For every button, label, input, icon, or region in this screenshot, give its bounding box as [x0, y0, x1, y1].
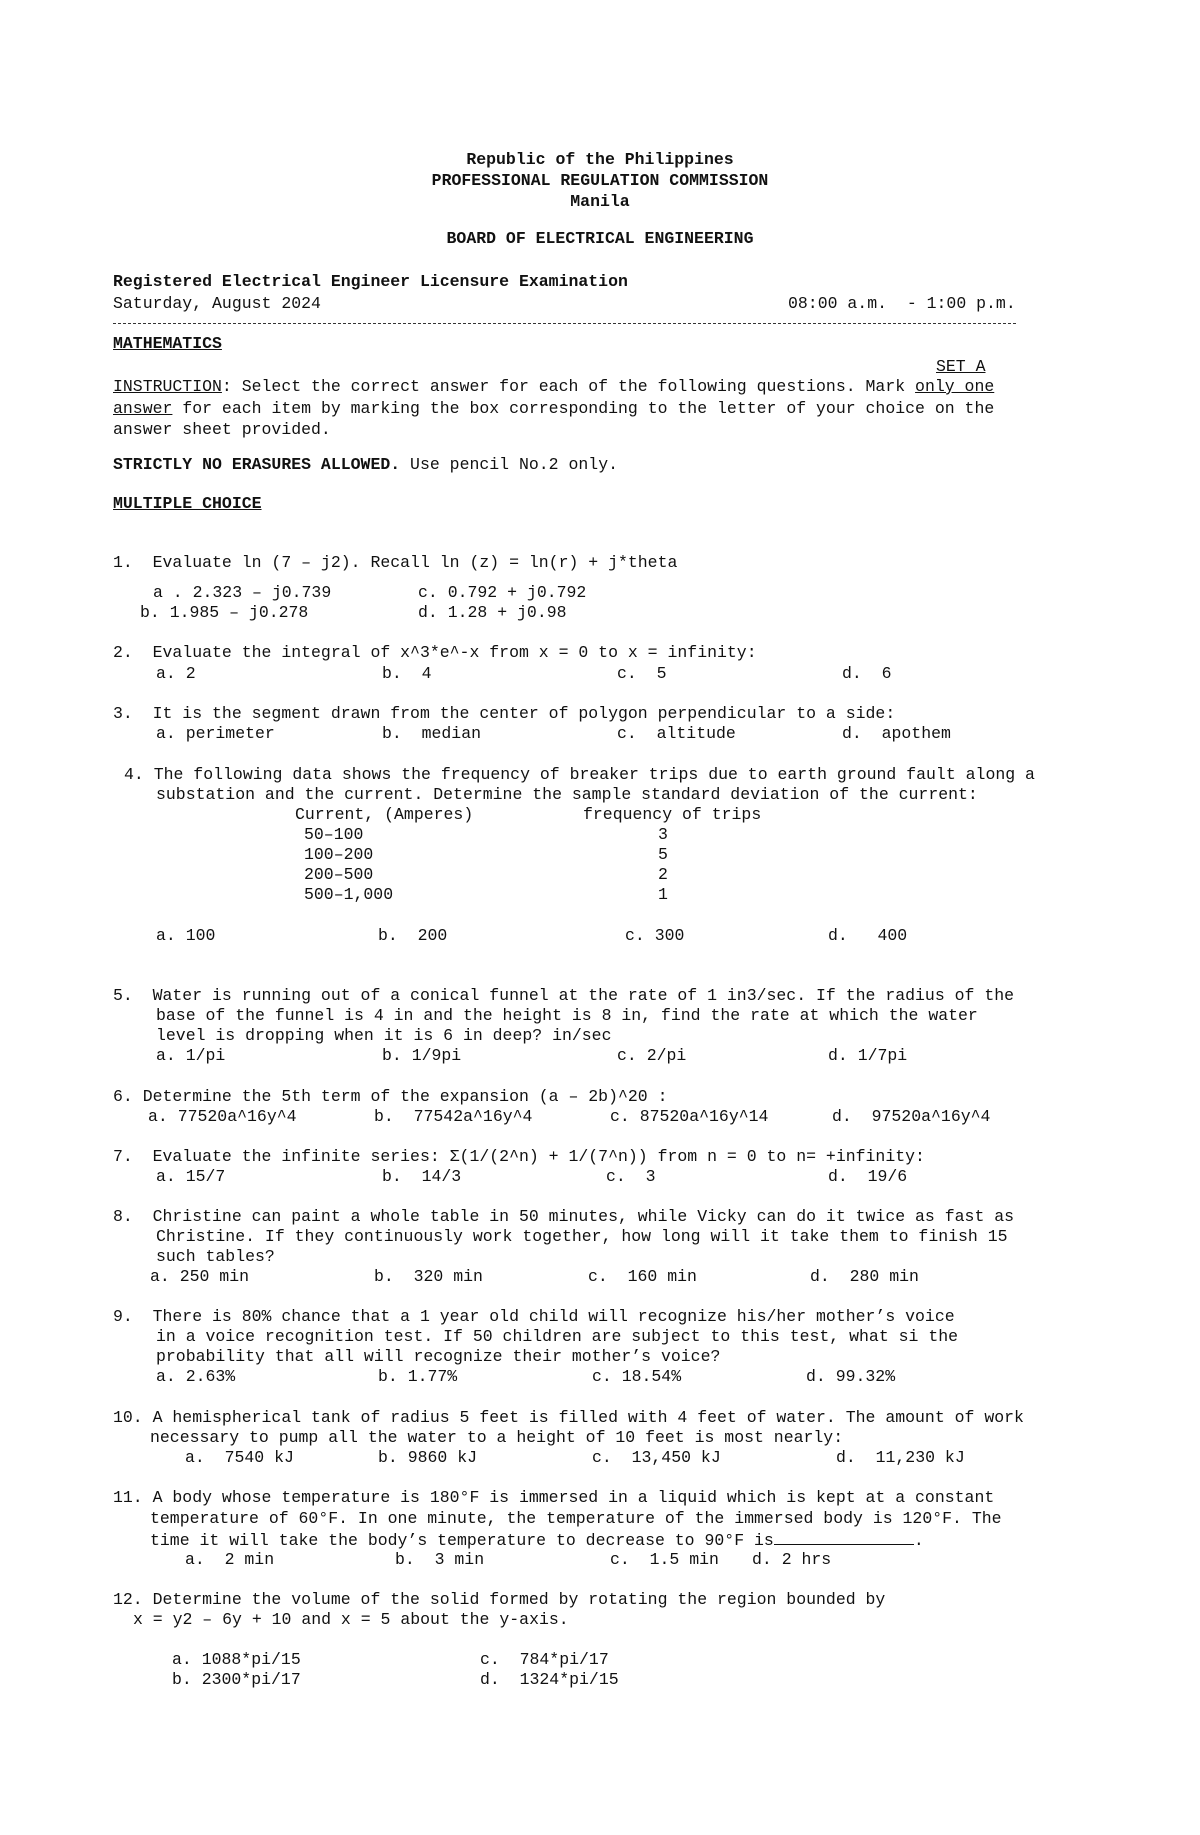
header-board: BOARD OF ELECTRICAL ENGINEERING [446, 229, 754, 248]
strict-notice [113, 455, 618, 475]
option-c: c. 2/pi [617, 1046, 687, 1065]
option-d: d. 6 [842, 664, 892, 683]
instruction-line-2 [113, 399, 994, 419]
exam-time: 08:00 a.m. - 1:00 p.m. [788, 294, 1016, 313]
option-b: b. 9860 kJ [378, 1448, 478, 1467]
header-manila: Manila [570, 192, 630, 211]
question-text-3: probability that all will recognize their mother’s voice? [156, 1347, 721, 1366]
table-current-cell: 50–100 [304, 825, 364, 844]
instruction-only-one: only one [915, 377, 995, 396]
option-c: c. 18.54% [592, 1367, 682, 1386]
question-text: 7. Evaluate the infinite series: Σ(1/(2^n) + 1/(7^n)) from n = 0 to n= +infinity: [113, 1147, 925, 1166]
question-text-2: Christine. If they continuously work together, how long will it take them to finish 15 [156, 1227, 1008, 1246]
question-text: 2. Evaluate the integral of x^3*e^-x from x = 0 to x = infinity: [113, 643, 757, 662]
question-text-2: temperature of 60°F. In one minute, the temperature of the immersed body is 120°F. The [150, 1509, 1002, 1528]
option-c: c. 13,450 kJ [592, 1448, 721, 1467]
option-a: a. 1/pi [156, 1046, 226, 1065]
option-b: b. 1/9pi [382, 1046, 462, 1065]
question-text-3: such tables? [156, 1247, 275, 1266]
table-frequency-cell: 2 [658, 865, 668, 884]
instruction-line-3: answer sheet provided. [113, 420, 331, 439]
instruction-text-2: for each item by marking the box corresponding to the letter of your choice on the [172, 399, 995, 418]
option-a: a. 7540 kJ [185, 1448, 294, 1467]
option-c: c. 5 [617, 664, 667, 683]
question-text: 3. It is the segment drawn from the center of polygon perpendicular to a side: [113, 704, 896, 723]
option-b: b. 320 min [374, 1267, 483, 1286]
question-text-1: 9. There is 80% chance that a 1 year old child will recognize his/her mother’s voice [113, 1307, 955, 1326]
option-c: c. 3 [606, 1167, 656, 1186]
strict-bold: STRICTLY NO ERASURES ALLOWED. [113, 455, 401, 474]
option-c: c. 300 [625, 926, 685, 945]
option-d: d. 11,230 kJ [836, 1448, 965, 1467]
option-a: a. 100 [156, 926, 216, 945]
option-a: a. 2.63% [156, 1367, 236, 1386]
option-c: c. altitude [617, 724, 736, 743]
option-b: b. 4 [382, 664, 432, 683]
table-frequency-cell: 3 [658, 825, 668, 844]
question-text-2: substation and the current. Determine the sample standard deviation of the current: [156, 785, 978, 804]
question-text-1: 12. Determine the volume of the solid formed by rotating the region bounded by [113, 1590, 886, 1609]
table-frequency-cell: 5 [658, 845, 668, 864]
question-text-3: level is dropping when it is 6 in deep? in/sec [156, 1026, 612, 1045]
option-a: a. 1088*pi/15 [172, 1650, 301, 1669]
question-text-1: 5. Water is running out of a conical funnel at the rate of 1 in3/sec. If the radius of the [113, 986, 1015, 1005]
option-a: a. 77520a^16y^4 [148, 1107, 297, 1126]
table-current-cell: 100–200 [304, 845, 374, 864]
question-text-2: in a voice recognition test. If 50 children are subject to this test, what si the [156, 1327, 959, 1346]
table-frequency-cell: 1 [658, 885, 668, 904]
question-text-3 [150, 1530, 924, 1551]
instruction-answer: answer [113, 399, 173, 418]
header-prc: PROFESSIONAL REGULATION COMMISSION [431, 171, 769, 190]
option-d: d. 2 hrs [752, 1550, 832, 1569]
subject-heading: MATHEMATICS [113, 334, 222, 353]
question-text-2: base of the funnel is 4 in and the height is 8 in, find the rate at which the water [156, 1006, 978, 1025]
option-d: d. 19/6 [828, 1167, 908, 1186]
option-d: d. 97520a^16y^4 [832, 1107, 991, 1126]
answer-blank [774, 1530, 914, 1545]
question-text-1: 8. Christine can paint a whole table in 50 minutes, while Vicky can do it twice as fast as [113, 1207, 1015, 1226]
option-d: d. 1.28 + j0.98 [418, 603, 567, 622]
option-a: a. 2 [156, 664, 196, 683]
option-c: c. 784*pi/17 [480, 1650, 609, 1669]
section-heading: MULTIPLE CHOICE [113, 494, 262, 513]
instruction-text-1: : Select the correct answer for each of the following questions. Mark [221, 377, 916, 396]
instruction-line-1 [113, 377, 994, 397]
strict-rest: Use pencil No.2 only. [400, 455, 618, 474]
header-republic: Republic of the Philippines [466, 150, 734, 169]
option-b: b. 1.985 – j0.278 [140, 603, 309, 622]
option-d: d. 1/7pi [828, 1046, 908, 1065]
question-text: 1. Evaluate ln (7 – j2). Recall ln (z) = ln(r) + j*theta [113, 553, 678, 572]
option-b: b. 77542a^16y^4 [374, 1107, 533, 1126]
option-c: c. 1.5 min [610, 1550, 719, 1569]
option-b: b. 3 min [395, 1550, 485, 1569]
option-b: b. 2300*pi/17 [172, 1670, 301, 1689]
option-d: d. 400 [828, 926, 908, 945]
option-c: c. 160 min [588, 1267, 697, 1286]
question-text-2: necessary to pump all the water to a height of 10 feet is most nearly: [150, 1428, 844, 1447]
table-current-cell: 200–500 [304, 865, 374, 884]
question-text: 6. Determine the 5th term of the expansion (a – 2b)^20 : [113, 1087, 668, 1106]
option-a: a . 2.323 – j0.739 [153, 583, 332, 602]
question-text-1: 4. The following data shows the frequency of breaker trips due to earth ground fault along a [124, 765, 1035, 784]
option-a: a. 15/7 [156, 1167, 226, 1186]
option-a: a. 250 min [150, 1267, 250, 1286]
option-d: d. apothem [842, 724, 951, 743]
header-divider [113, 323, 1016, 324]
option-b: b. 1.77% [378, 1367, 458, 1386]
option-a: a. 2 min [185, 1550, 275, 1569]
question-text-1: 10. A hemispherical tank of radius 5 feet is filled with 4 feet of water. The amount of work [113, 1408, 1024, 1427]
option-d: d. 99.32% [806, 1367, 896, 1386]
question-text-2: x = y2 – 6y + 10 and x = 5 about the y-axis. [133, 1610, 569, 1629]
option-b: b. 200 [378, 926, 448, 945]
exam-date: Saturday, August 2024 [113, 294, 321, 313]
exam-title: Registered Electrical Engineer Licensure Examination [113, 272, 628, 291]
option-c: c. 87520a^16y^14 [610, 1107, 769, 1126]
option-d: d. 1324*pi/15 [480, 1670, 619, 1689]
question-text-3-end: . [913, 1531, 924, 1550]
table-header-frequency: frequency of trips [583, 805, 762, 824]
option-a: a. perimeter [156, 724, 275, 743]
question-text-1: 11. A body whose temperature is 180°F is immersed in a liquid which is kept at a constant [113, 1488, 995, 1507]
option-c: c. 0.792 + j0.792 [418, 583, 587, 602]
option-d: d. 280 min [810, 1267, 919, 1286]
table-header-current: Current, (Amperes) [295, 805, 474, 824]
table-current-cell: 500–1,000 [304, 885, 394, 904]
option-b: b. median [382, 724, 482, 743]
question-text-3-body: time it will take the body’s temperature to decrease to 90°F is [150, 1531, 774, 1550]
set-label: SET A [936, 357, 986, 376]
option-b: b. 14/3 [382, 1167, 462, 1186]
instruction-label: INSTRUCTION [113, 377, 222, 396]
